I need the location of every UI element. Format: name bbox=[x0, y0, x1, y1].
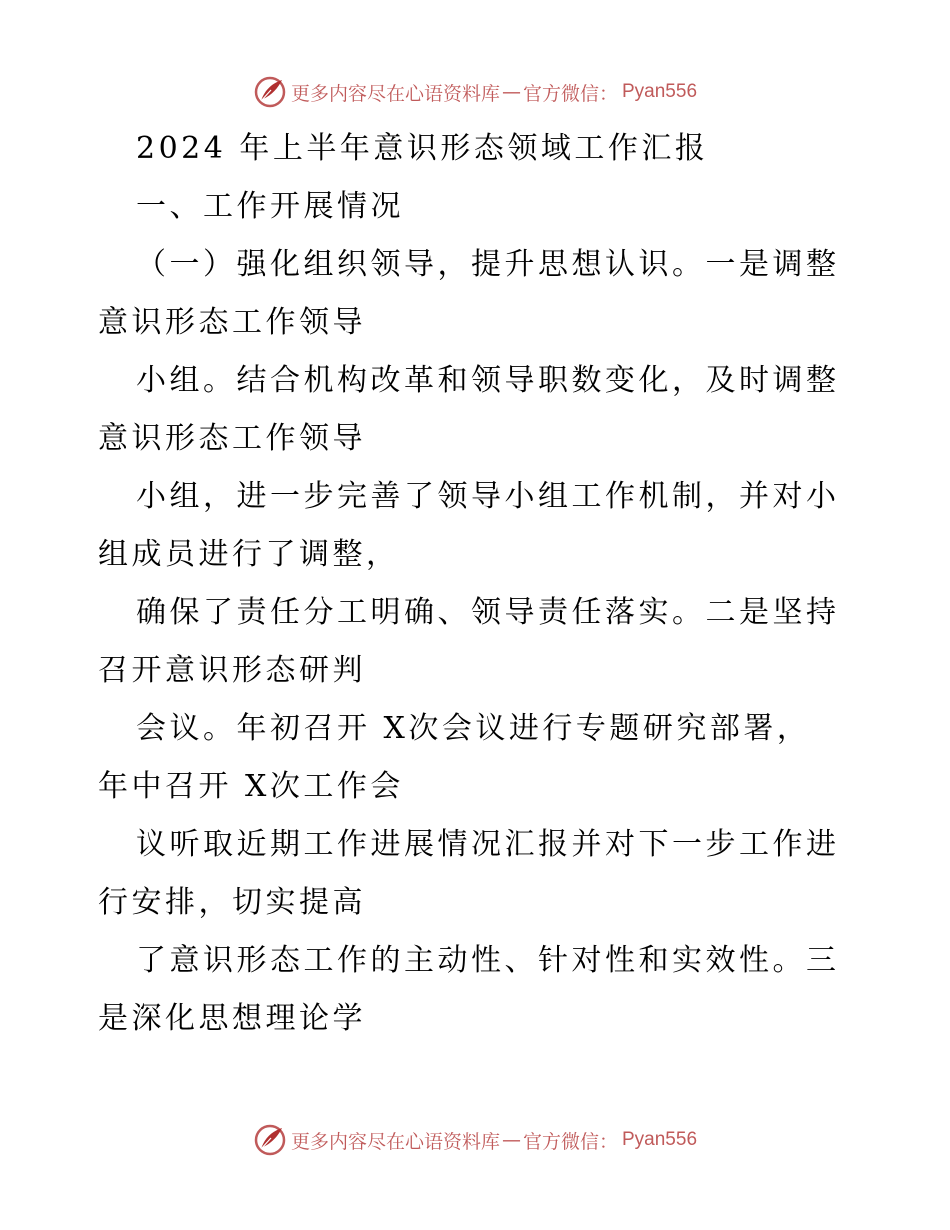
paragraph-line: 小组。结合机构改革和领导职数变化，及时调整 bbox=[136, 363, 840, 398]
paragraph-line: 小组，进一步完善了领导小组工作机制，并对小 bbox=[136, 479, 840, 514]
watermark-separator: — bbox=[501, 1129, 521, 1151]
watermark-wechat-label: 官方微信： bbox=[522, 82, 618, 105]
paragraph-line: 组成员进行了调整， bbox=[98, 537, 400, 572]
watermark-handle: Pyan556 bbox=[622, 81, 698, 102]
section-heading: 一、工作开展情况 bbox=[136, 189, 404, 224]
document-body bbox=[98, 120, 858, 1048]
paragraph-line: 了意识形态工作的主动性、针对性和实效性。三 bbox=[136, 943, 840, 978]
watermark-site-text: 更多内容尽在心语资料库 bbox=[290, 82, 500, 105]
paragraph-line: 确保了责任分工明确、领导责任落实。二是坚持 bbox=[136, 595, 840, 630]
paragraph-line: 召开意识形态研判 bbox=[98, 653, 366, 688]
watermark-handle: Pyan556 bbox=[622, 1129, 698, 1150]
watermark-wechat-label: 官方微信： bbox=[522, 1130, 618, 1153]
paragraph-line: 会议。年初召开 X次会议进行专题研究部署， bbox=[136, 711, 811, 746]
watermark-separator: — bbox=[501, 81, 521, 103]
paragraph-line: 行安排，切实提高 bbox=[98, 885, 366, 920]
paragraph-line: 意识形态工作领导 bbox=[98, 421, 366, 456]
feather-pen-icon bbox=[253, 1123, 287, 1157]
paragraph-line: （一）强化组织领导，提升思想认识。一是调整 bbox=[136, 247, 840, 282]
header-watermark bbox=[0, 72, 950, 112]
feather-pen-icon bbox=[253, 75, 287, 109]
footer-watermark bbox=[0, 1120, 950, 1160]
paragraph-line: 年中召开 X次工作会 bbox=[98, 769, 404, 804]
watermark-site-text: 更多内容尽在心语资料库 bbox=[290, 1130, 500, 1153]
document-title: 2024 年上半年意识形态领域工作汇报 bbox=[136, 131, 709, 166]
paragraph-line: 议听取近期工作进展情况汇报并对下一步工作进 bbox=[136, 827, 840, 862]
paragraph-line: 是深化思想理论学 bbox=[98, 1001, 366, 1036]
paragraph-line: 意识形态工作领导 bbox=[98, 305, 366, 340]
